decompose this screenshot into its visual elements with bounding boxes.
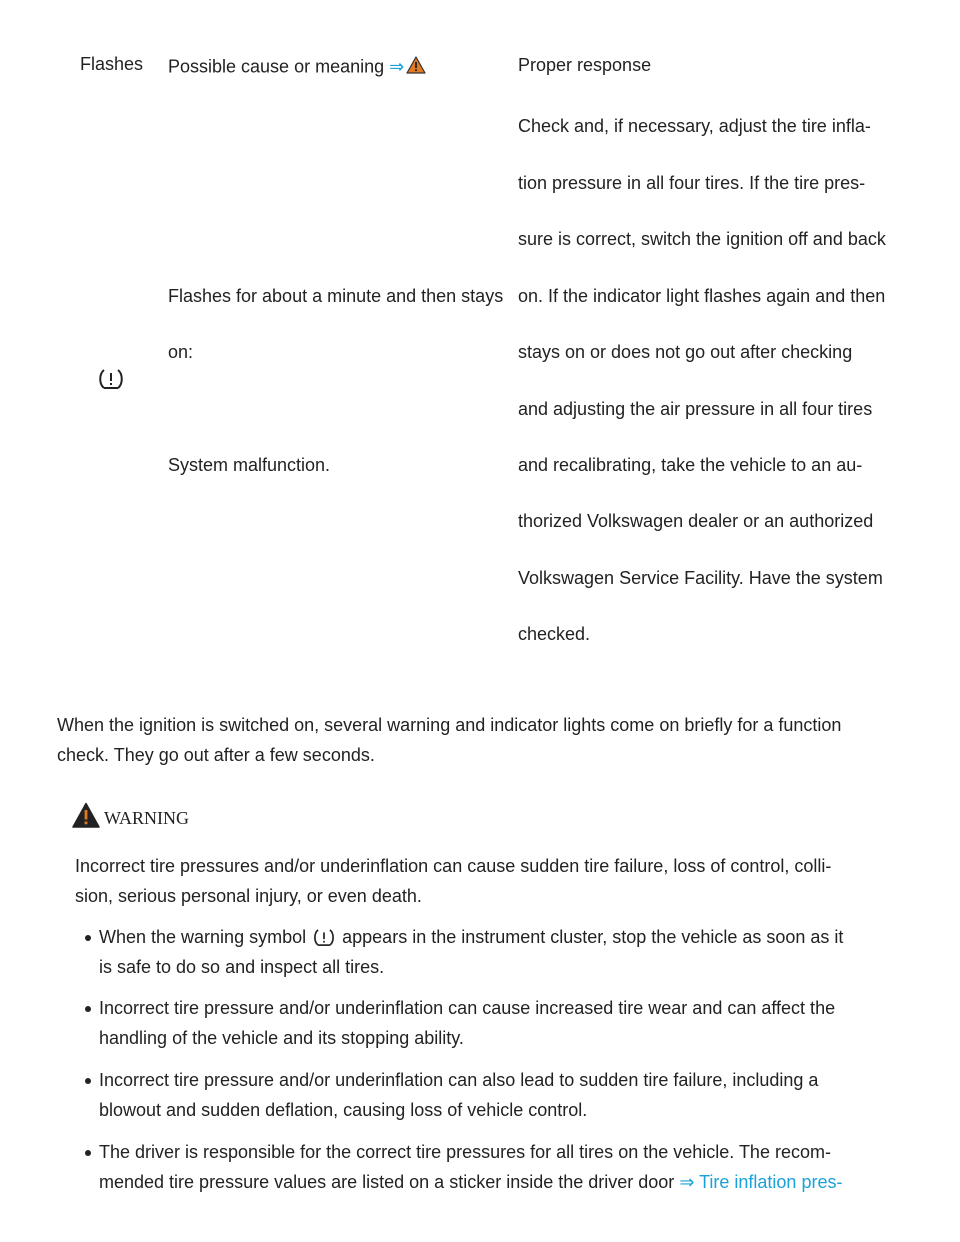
bullet-1-text-a: When the warning symbol [99, 927, 307, 947]
cause-line-2: on: [168, 342, 194, 362]
bullet-4-line-1: The driver is responsible for the correct tire pressures for all tires on the vehicle. The recom- [99, 1142, 831, 1162]
tire-inflation-link[interactable]: ⇒ Tire inflation pres- [679, 1172, 843, 1192]
bullet-2-line-2: handling of the vehicle and its stopping ability. [99, 1028, 464, 1048]
response-line: sure is correct, switch the ignition off and back [518, 229, 886, 249]
bullet-2-line-1: Incorrect tire pressure and/or underinflation can cause increased tire wear and can affect the [99, 998, 836, 1018]
bullet-3-line-1: Incorrect tire pressure and/or underinflation can also lead to sudden tire failure, including a [99, 1070, 819, 1090]
response-line: tion pressure in all four tires. If the tire pres- [518, 173, 866, 193]
response-line: and recalibrating, take the vehicle to an au- [518, 455, 863, 475]
header-flashes: Flashes [80, 54, 144, 74]
bullet-1-text-b: appears in the instrument cluster, stop the vehicle as soon as it [342, 927, 844, 947]
bullet-marker [85, 1006, 91, 1012]
bullet-marker [85, 935, 91, 941]
bullet-marker [85, 1078, 91, 1084]
response-line: and adjusting the air pressure in all four tires [518, 399, 873, 419]
header-cause-link-arrow[interactable]: ⇒ [389, 56, 405, 77]
bullet-3-line-2: blowout and sudden deflation, causing loss of vehicle control. [99, 1100, 588, 1120]
bullet-4-text: mended tire pressure values are listed on a sticker inside the driver door [99, 1172, 675, 1192]
intro-line-2: check. They go out after a few seconds. [57, 745, 375, 765]
warning-text-line-2: sion, serious personal injury, or even death. [75, 886, 422, 906]
header-response: Proper response [518, 55, 652, 75]
response-line: stays on or does not go out after checking [518, 342, 853, 362]
bullet-1-line-1 [99, 927, 843, 949]
header-cause [168, 56, 426, 79]
bullet-marker [85, 1150, 91, 1156]
cause-line-1: Flashes for about a minute and then stays [168, 286, 504, 306]
response-line: Volkswagen Service Facility. Have the system [518, 568, 883, 588]
response-line: thorized Volkswagen dealer or an authorized [518, 511, 874, 531]
tire-pressure-warning-icon [313, 928, 335, 949]
response-line: checked. [518, 624, 591, 644]
bullet-4-line-2 [99, 1172, 842, 1193]
header-cause-label: Possible cause or meaning [168, 56, 385, 77]
response-line: Check and, if necessary, adjust the tire infla- [518, 116, 871, 136]
warning-triangle-icon [72, 802, 100, 833]
response-line: on. If the indicator light flashes again and then [518, 286, 886, 306]
tire-pressure-warning-icon [98, 368, 124, 395]
warning-triangle-icon[interactable] [406, 56, 426, 79]
warning-text-line-1: Incorrect tire pressures and/or underinflation can cause sudden tire failure, loss of control, colli- [75, 856, 832, 876]
bullet-1-line-2: is safe to do so and inspect all tires. [99, 957, 385, 977]
warning-title: WARNING [104, 808, 189, 828]
cause-line-3: System malfunction. [168, 455, 331, 475]
intro-line-1: When the ignition is switched on, several warning and indicator lights come on briefly for a function [57, 715, 842, 735]
